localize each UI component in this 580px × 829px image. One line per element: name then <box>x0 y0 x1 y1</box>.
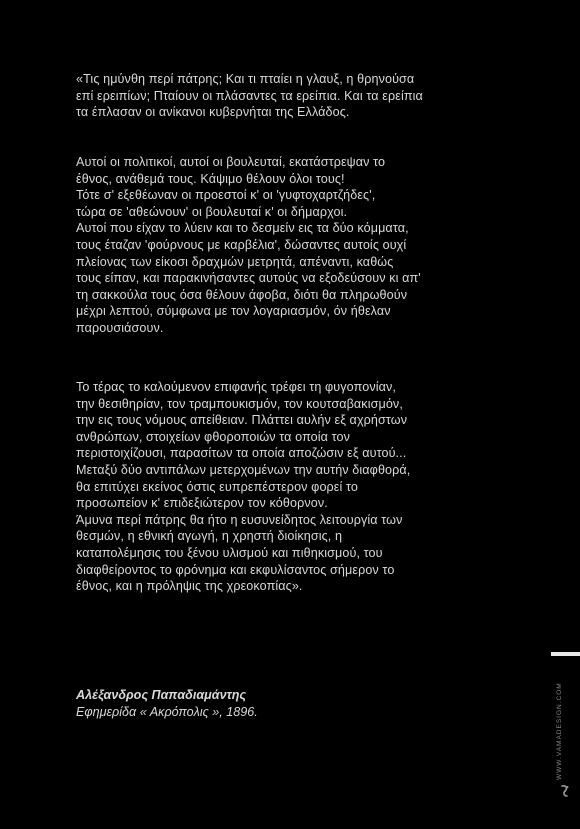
text-line: την θεσιθηρίαν, τον τραμπουκισμόν, τον κουτσαβακισμόν, <box>76 396 403 411</box>
text-line: τους έταζαν 'φούρνους με καρβέλια', δώσαντες αυτοίς ουχί <box>76 237 407 252</box>
vama-logo-icon <box>559 784 571 798</box>
text-line: παρουσιάσουν. <box>76 320 164 335</box>
text-line: την εις τους νόμους απείθειαν. Πλάττει αυλήν εξ αχρήστων <box>76 413 408 428</box>
text-line: μέχρι λεπτού, σύμφωνα με τον λογαριασμόν, όν ήθελαν <box>76 304 391 319</box>
text-line: περιστοιχίζουσι, παρασίτων τα οποία αποζώσιν εξ αυτού... <box>76 446 407 461</box>
author-name: Αλέξανδρος Παπαδιαμάντης <box>76 688 247 702</box>
text-line: «Τις ημύνθη περί πάτρης; Και τι πταίει η γλαυξ, η θρηνούσα <box>76 72 415 86</box>
text-line: τα έπλασαν οι ανίκανοι κυβερνήται της Ελλάδος. <box>76 105 350 120</box>
website-url[interactable]: WWW.VAMADESIGN.COM <box>556 682 563 780</box>
text-line: καταπολέμησις του ξένου υλισμού και πιθηκισμού, του <box>76 545 383 560</box>
paragraph-1 <box>76 71 516 121</box>
text-line: Το τέρας το καλούμενον επιφανής τρέφει τη φυγοπονίαν, <box>76 380 396 394</box>
text-line: προσωπείον κ' επιδεξιώτερον τον κόθορνον. <box>76 496 328 511</box>
text-line: θεσμών, η εθνική αγωγή, η χρηστή διοίκησις, η <box>76 529 343 544</box>
paragraph-2 <box>76 154 516 337</box>
text-line: τώρα σε 'αθεώνουν' οι βουλευταί κ' οι δήμαρχοι. <box>76 204 348 219</box>
text-line: θα επιτύχει εκείνος όστις ευπρεπέστερον φορεί το <box>76 479 359 494</box>
text-line: Άμυνα περί πάτρης θα ήτο η ευσυνείδητος λειτουργία των <box>76 512 403 527</box>
text-line: επί ερειπίων; Πταίουν οι πλάσαντες τα ερείπια. Και τα ερείπια <box>76 88 423 103</box>
text-line: τη σακκούλα τους όσα θέλουν άφοβα, διότι θα πληρωθούν <box>76 287 408 302</box>
text-line: έθνος, και η πρόληψις της χρεοκοπίας». <box>76 579 303 594</box>
text-line: Αυτοί που είχαν το λύειν και το δεσμείν εις τα δύο κόμματα, <box>76 221 409 236</box>
text-line: πλείονας των είκοσι δραχμών μετρητά, απέναντι, καθώς <box>76 254 394 269</box>
text-line: Αυτοί οι πολιτικοί, αυτοί οι βουλευταί, εκατάστρεψαν το <box>76 155 386 169</box>
text-line: Τότε σ' εξεθέωναν οι προεστοί κ' οι 'γυφτοχαρτζήδες', <box>76 188 376 203</box>
source-citation: Εφημερίδα « Ακρόπολις », 1896. <box>76 704 258 719</box>
text-line: τους είπαν, και παρακινήσαντες αυτούς να εξοδεύσουν κι απ' <box>76 271 421 286</box>
paragraph-3 <box>76 379 516 595</box>
accent-bar <box>551 652 580 656</box>
text-line: έθνος, ανάθεμά τους. Κάψιμο θέλουν όλοι τους! <box>76 171 345 186</box>
text-line: Μεταξύ δύο αντιπάλων μετερχομένων την αυτήν διαφθορά, <box>76 462 411 477</box>
text-line: ανθρώπων, στοιχείων φθοροποιών τα οποία τον <box>76 429 351 444</box>
text-line: διαφθείροντος το φρόνημα και εκφυλίσαντος σήμερον το <box>76 562 395 577</box>
signature-block <box>76 687 258 720</box>
